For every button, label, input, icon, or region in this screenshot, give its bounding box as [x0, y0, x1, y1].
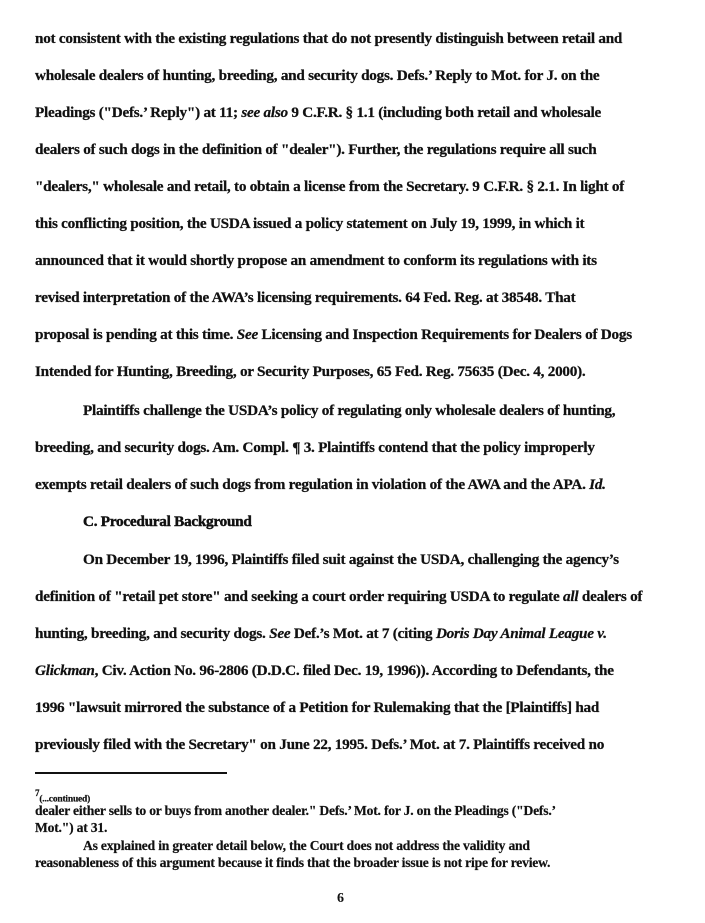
- footnote-paragraph-line: reasonableness of this argument because it finds that the broader issue is not ripe for review.: [35, 855, 551, 870]
- body-line: [35, 588, 642, 606]
- body-line: announced that it would shortly propose an amendment to conform its regulations with its: [35, 252, 597, 269]
- body-line: 1996 "lawsuit mirrored the substance of a Petition for Rulemaking that the [Plaintiffs] had: [35, 699, 600, 716]
- text-run: definition of "retail pet store" and seeking a court order requiring USDA to regulate: [35, 588, 564, 605]
- body-line: [35, 625, 607, 643]
- body-line: breeding, and security dogs. Am. Compl. ¶ 3. Plaintiffs contend that the policy improperly: [35, 439, 595, 456]
- body-line: not consistent with the existing regulations that do not presently distinguish between retail and: [35, 30, 623, 47]
- case-name: Glickman: [35, 662, 95, 679]
- body-line: [35, 662, 614, 680]
- text-run: Pleadings ("Defs.’ Reply") at 11;: [35, 104, 242, 121]
- text-run: Def.’s Mot. at 7 (citing: [290, 625, 436, 642]
- italic-emphasis: all: [563, 588, 579, 605]
- body-line: revised interpretation of the AWA’s licensing requirements. 64 Fed. Reg. at 38548. That: [35, 289, 576, 306]
- italic-signal: see also: [241, 104, 288, 121]
- body-line: this conflicting position, the USDA issued a policy statement on July 19, 1999, in which it: [35, 215, 585, 232]
- footnote-paragraph-line: As explained in greater detail below, the Court does not address the validity and: [83, 838, 530, 853]
- text-run: , Civ. Action No. 96-2806 (D.D.C. filed Dec. 19, 1996)). According to Defendants, the: [94, 662, 614, 679]
- page-number: 6: [337, 891, 344, 906]
- body-line: [35, 326, 632, 344]
- body-line: wholesale dealers of hunting, breeding, and security dogs. Defs.’ Reply to Mot. for J. on the: [35, 67, 600, 84]
- body-line: previously filed with the Secretary" on June 22, 1995. Defs.’ Mot. at 7. Plaintiffs received no: [35, 736, 605, 753]
- body-line: dealers of such dogs in the definition of "dealer"). Further, the regulations require all such: [35, 141, 597, 158]
- body-line: Intended for Hunting, Breeding, or Security Purposes, 65 Fed. Reg. 75635 (Dec. 4, 2000).: [35, 363, 586, 380]
- text-run: 9 C.F.R. § 1.1 (including both retail and wholesale: [287, 104, 602, 121]
- case-name: Doris Day Animal League v.: [435, 625, 607, 642]
- text-run: dealers of: [578, 588, 643, 605]
- section-heading: C. Procedural Background: [83, 513, 252, 530]
- italic-signal: Id.: [589, 476, 606, 493]
- footnote-line: Mot.") at 31.: [35, 820, 108, 835]
- body-line: "dealers," wholesale and retail, to obtain a license from the Secretary. 9 C.F.R. § 2.1. In light of: [35, 178, 625, 195]
- paragraph-first-line: Plaintiffs challenge the USDA’s policy of regulating only wholesale dealers of hunting,: [83, 402, 616, 419]
- footnote-separator: [35, 772, 227, 774]
- footnote-line: dealer either sells to or buys from another dealer." Defs.’ Mot. for J. on the Pleadings ("Defs.’: [35, 803, 556, 818]
- paragraph-first-line: On December 19, 1996, Plaintiffs filed suit against the USDA, challenging the agency’s: [83, 551, 619, 568]
- text-run: proposal is pending at this time.: [35, 326, 237, 343]
- body-line: [35, 104, 601, 122]
- body-line: [35, 476, 606, 494]
- text-run: hunting, breeding, and security dogs.: [35, 625, 270, 642]
- italic-signal: See: [269, 625, 291, 642]
- footnote-continued-text: (...continued): [39, 794, 91, 805]
- text-run: Licensing and Inspection Requirements for Dealers of Dogs: [257, 326, 632, 343]
- italic-signal: See: [236, 326, 258, 343]
- text-run: exempts retail dealers of such dogs from regulation in violation of the AWA and the APA.: [35, 476, 590, 493]
- footnote-marker: 7: [35, 788, 40, 798]
